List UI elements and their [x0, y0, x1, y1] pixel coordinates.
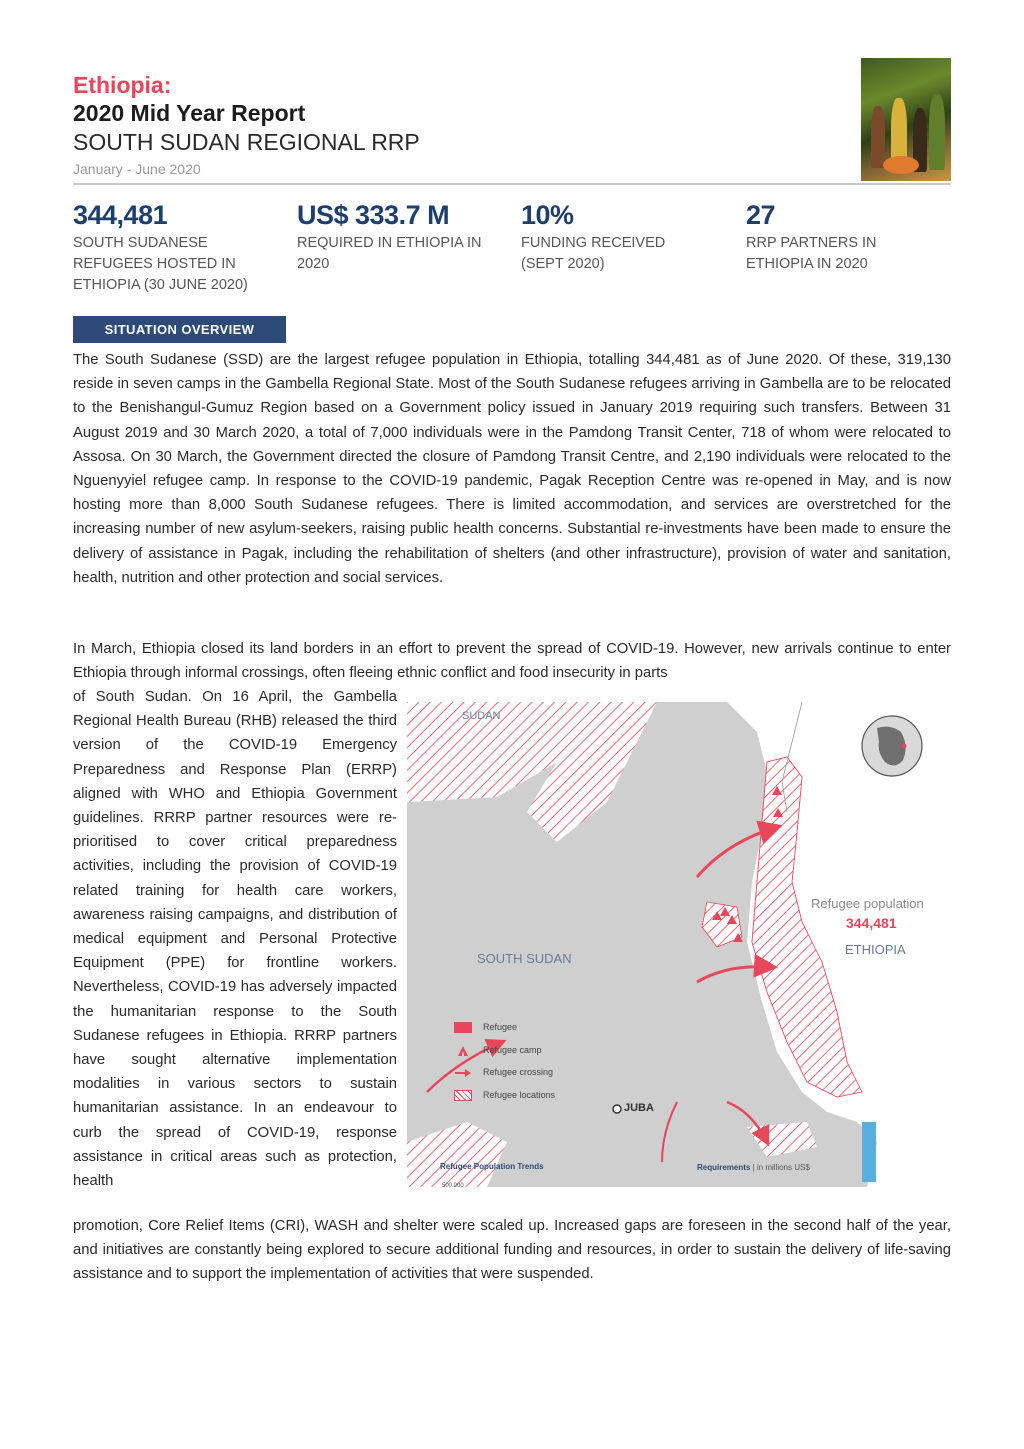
- cover-photo: [861, 58, 951, 181]
- paragraph-overview: The South Sudanese (SSD) are the largest refugee population in Ethiopia, totalling 344,481 as of June 2020. Of these, 319,130 reside in seven camps in the Gambella Regional State. Most of the South Sudanese refugees arriving in Gambella are to be relocated to the Benishangul-Gumuz Region based on a Government policy issued in January 2019 requiring such transfers. Between 31 August 2019 and 30 March 2020, a total of 7,000 individuals were in the Pamdong Transit Center, 718 of whom were relocated to Assosa. On 30 March, the Government directed the closure of Pamdong Transit Centre, and 2,190 individuals were relocated to the Nguenyyiel refugee camp. In response to the COVID-19 pandemic, Pagak Reception Centre was re-opened in May, and is now hosting more than 8,000 South Sudanese refugees. There is limited accommodation, and services are overstretched for the increasing number of new asylum-seekers, raising public health concerns. Substantial re-investments have been made to ensure the delivery of assistance in Pagak, including the rehabilitation of shelters (and other infrastructure), provision of water and sanitation, health, nutrition and other protection and social services.: [73, 352, 951, 586]
- stat-label: REQUIRED IN ETHIOPIA IN 2020: [297, 235, 482, 272]
- stat-label: SOUTH SUDANESE REFUGEES HOSTED IN ETHIOPIA (30 JUNE 2020): [73, 235, 248, 293]
- legend-label: Refugee crossing: [483, 1067, 554, 1077]
- stat-label: RRP PARTNERS IN ETHIOPIA IN 2020: [746, 235, 877, 272]
- legend-label: Refugee: [483, 1022, 518, 1032]
- stat-value: 27: [746, 200, 776, 230]
- stat-funding: [521, 198, 701, 275]
- country-title: Ethiopia:: [73, 72, 172, 98]
- refugee-population-label: Refugee population: [811, 896, 924, 911]
- trends-tick: 500,000: [442, 1183, 464, 1187]
- label-south-sudan: SOUTH SUDAN: [477, 951, 572, 966]
- rrp-title: SOUTH SUDAN REGIONAL RRP: [73, 129, 420, 155]
- stat-partners: [746, 198, 916, 275]
- stat-value: US$ 333.7 M: [297, 200, 450, 230]
- arrow-right-icon: [454, 1067, 472, 1078]
- stat-label: FUNDING RECEIVED (SEPT 2020): [521, 235, 666, 272]
- legend-swatch: [454, 1090, 472, 1101]
- legend-swatch: [454, 1022, 472, 1033]
- report-title: 2020 Mid Year Report: [73, 100, 306, 126]
- paragraph-scale-up: promotion, Core Relief Items (CRI), WASH and shelter were scaled up. Increased gaps are foreseen in the second half of the year, and initiatives are constantly being explored to secure additional funding and resources, in order to sustain the delivery of life-saving assistance and to support the implementation of activities that were suspended.: [73, 1218, 951, 1283]
- label-juba: JUBA: [624, 1102, 654, 1114]
- report-period: January - June 2020: [73, 161, 201, 177]
- label-sudan: SUDAN: [462, 710, 501, 722]
- paragraph-borders: In March, Ethiopia closed its land borders in an effort to prevent the spread of COVID-19. However, new arrivals continue to enter Ethiopia through informal crossings, often fleeing ethnic conflict and food insecurity in parts: [73, 641, 951, 682]
- requirements-bold: Requirements: [697, 1163, 751, 1172]
- stat-value: 344,481: [73, 200, 168, 230]
- trends-title: Refugee Population Trends: [440, 1162, 544, 1171]
- label-ethiopia: ETHIOPIA: [845, 942, 906, 957]
- globe-icon: [862, 716, 922, 776]
- section-title: SITUATION OVERVIEW: [73, 316, 286, 343]
- requirements-title: [697, 1163, 810, 1172]
- stat-value: 10%: [521, 200, 574, 230]
- refugee-map: [407, 702, 958, 1187]
- stat-required: [297, 198, 509, 275]
- report-header: [73, 72, 853, 179]
- paragraph-covid-response: of South Sudan. On 16 April, the Gambella Regional Health Bureau (RHB) released the third version of the COVID-19 Emergency Preparedness and Response Plan (ERRP) aligned with WHO and Ethiopia Government guidelines. RRRP partner resources were re-prioritised to cover critical preparedness activities, including the provision of COVID-19 related training for health care workers, awareness raising campaigns, and distribution of medical equipment and Personal Protective Equipment (PPE) for frontline workers. Nevertheless, COVID-19 has adversely impacted the humanitarian response to the South Sudanese refugees in Ethiopia. RRRP partners have sought alternative implementation modalities in various sectors to sustain humanitarian assistance. In an endeavour to curb the spread of COVID-19, response assistance in critical areas such as protection, health: [73, 689, 397, 1190]
- refugee-population-value: 344,481: [846, 915, 897, 931]
- header-divider: [73, 183, 951, 185]
- requirements-units: | in millions US$: [750, 1163, 810, 1172]
- legend-label: Refugee camp: [483, 1045, 542, 1055]
- legend-label: Refugee locations: [483, 1090, 556, 1100]
- camp-icon: [454, 1045, 472, 1056]
- stat-refugees: [73, 198, 285, 296]
